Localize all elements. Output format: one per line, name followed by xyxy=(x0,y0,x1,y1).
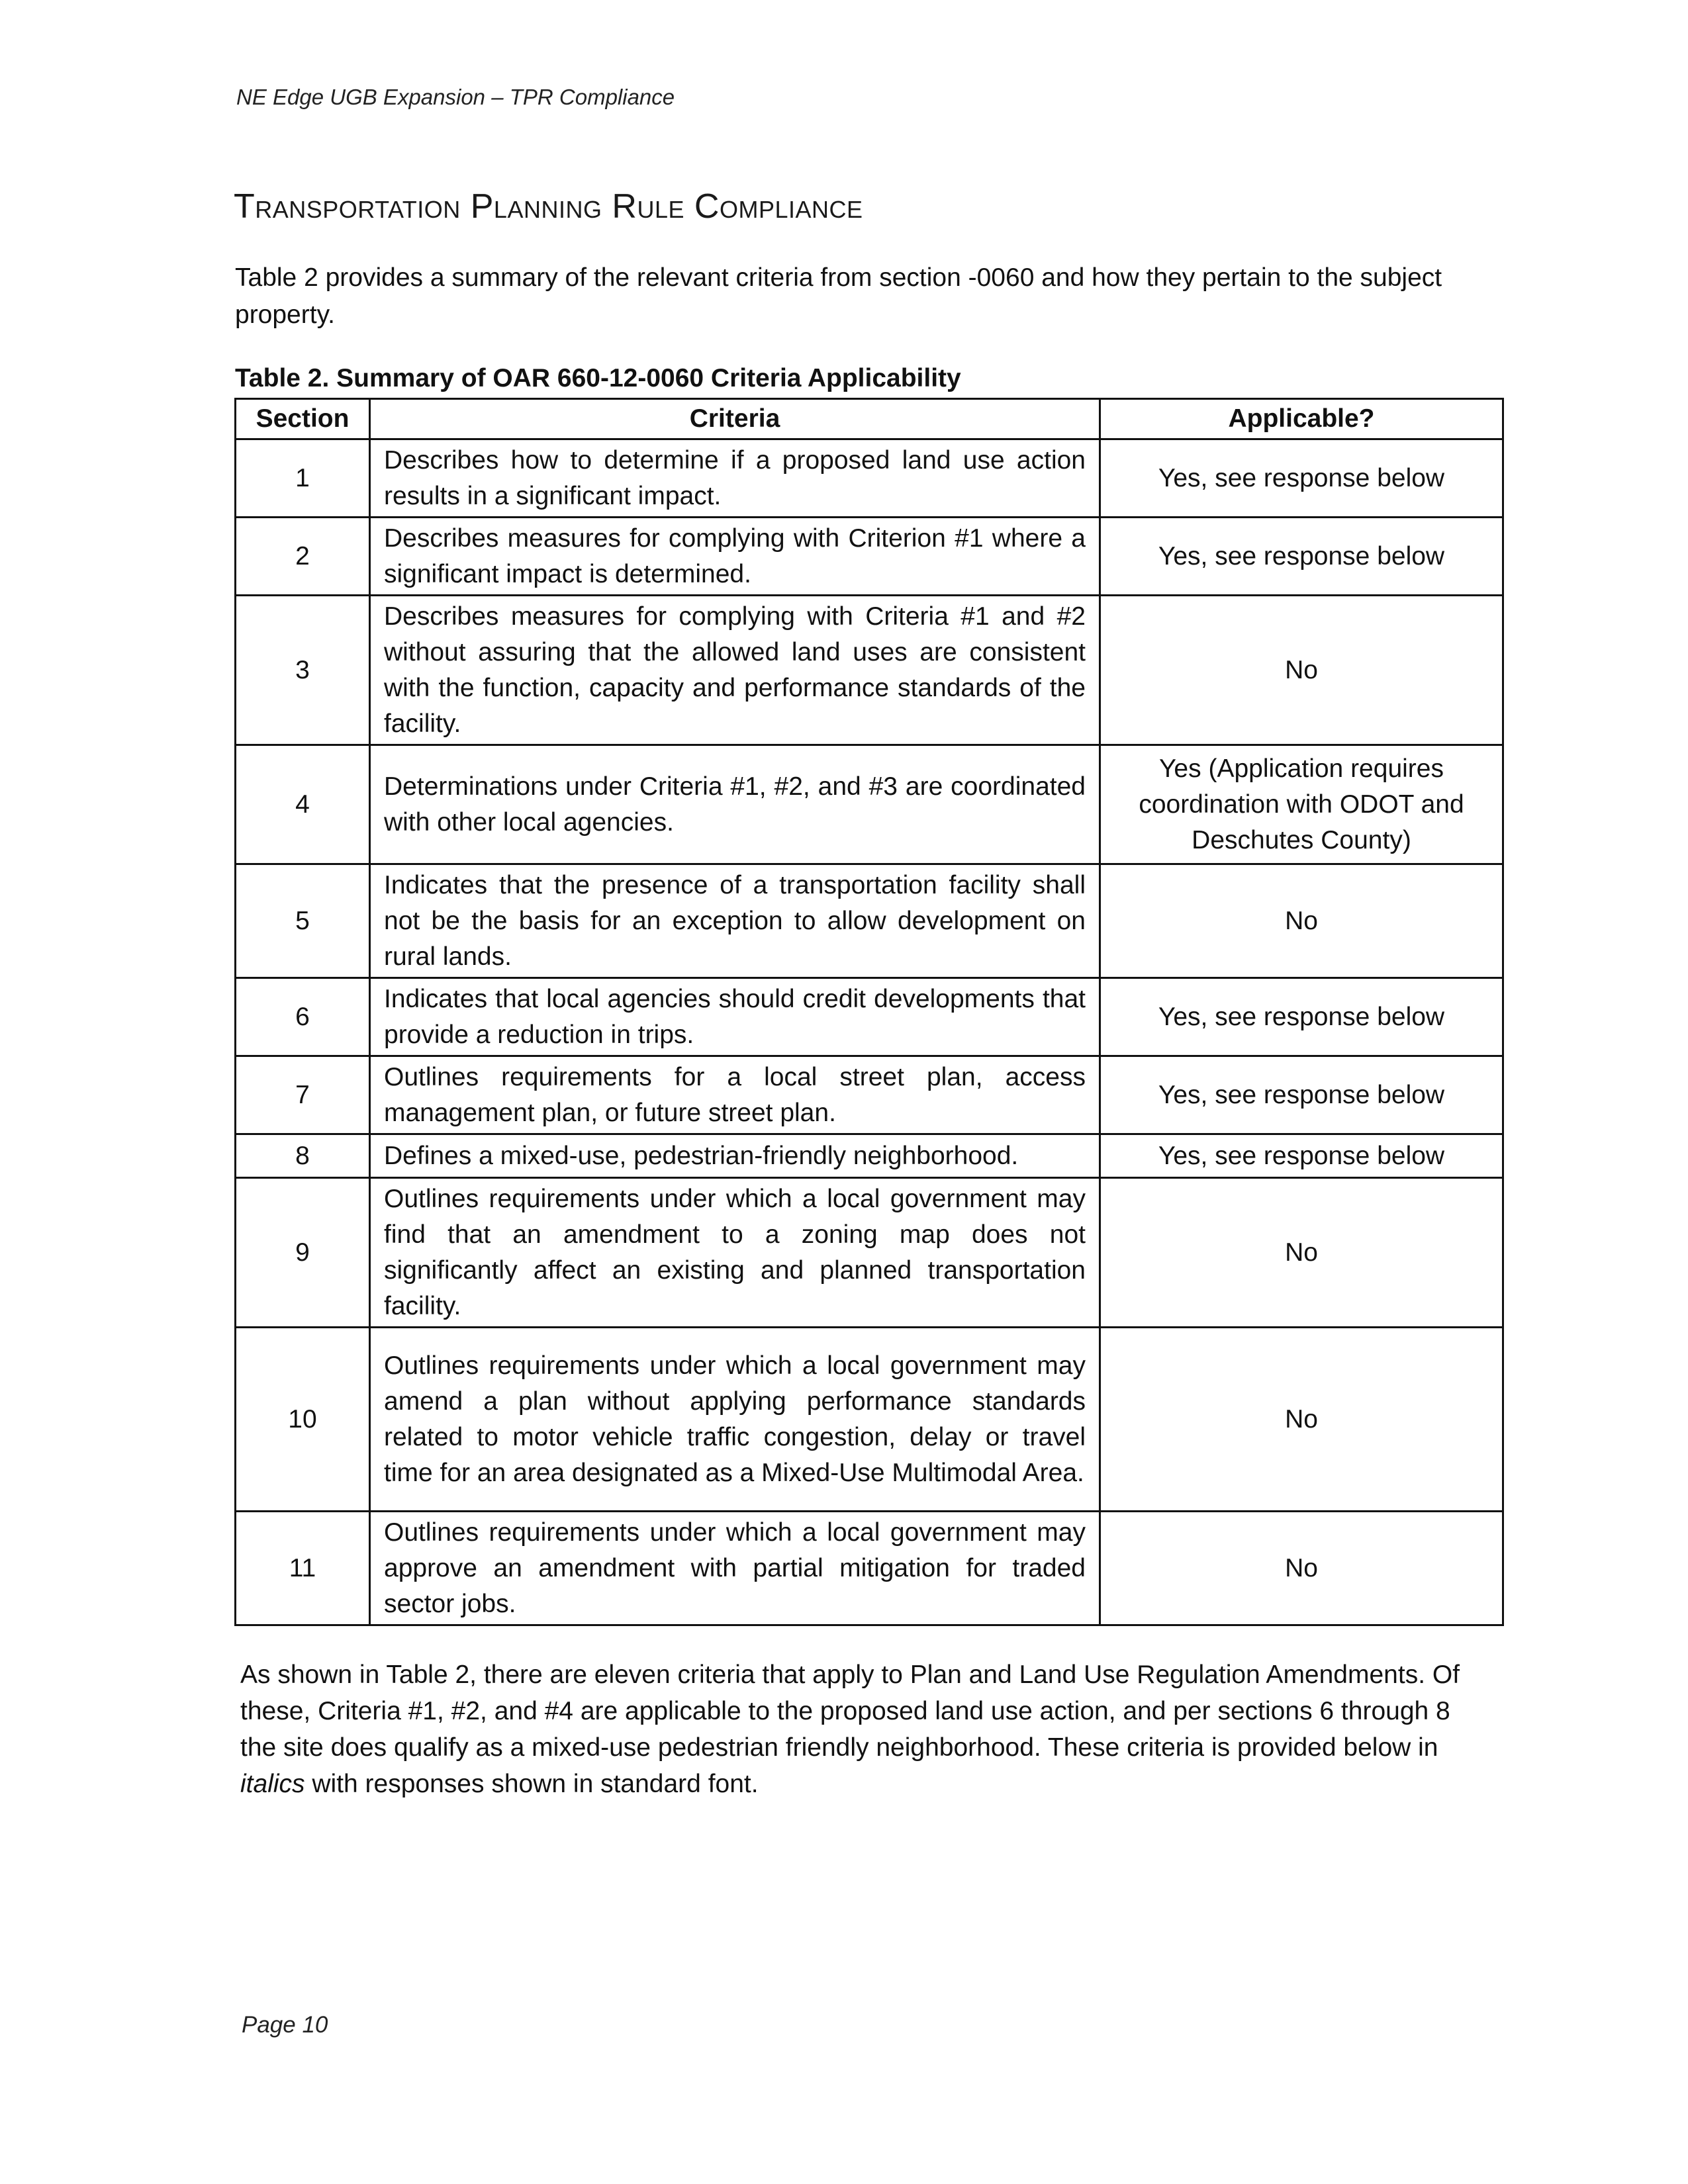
table-caption: Table 2. Summary of OAR 660-12-0060 Criteria Applicability xyxy=(235,364,961,392)
applicable-value: Yes, see response below xyxy=(1100,978,1503,1056)
header-applicable: Applicable? xyxy=(1100,399,1503,439)
criteria-text: Indicates that the presence of a transportation facility shall not be the basis for an exception to allow development on rural lands. xyxy=(370,864,1100,978)
section-number: 11 xyxy=(236,1512,370,1625)
criteria-text: Determinations under Criteria #1, #2, and #3 are coordinated with other local agencies. xyxy=(370,745,1100,864)
criteria-text: Defines a mixed-use, pedestrian-friendly neighborhood. xyxy=(370,1134,1100,1178)
criteria-text: Outlines requirements under which a local government may find that an amendment to a zoning map does not significantly affect an existing and planned transportation facility. xyxy=(370,1178,1100,1328)
section-number: 1 xyxy=(236,439,370,518)
section-number: 5 xyxy=(236,864,370,978)
closing-text-end: with responses shown in standard font. xyxy=(305,1770,759,1798)
applicable-value: No xyxy=(1100,1328,1503,1512)
table-row xyxy=(236,518,1503,596)
closing-paragraph xyxy=(240,1657,1485,1802)
section-number: 10 xyxy=(236,1328,370,1512)
section-number: 3 xyxy=(236,596,370,745)
table-row xyxy=(236,1134,1503,1178)
table-row xyxy=(236,1178,1503,1328)
applicable-value: No xyxy=(1100,596,1503,745)
closing-text-start: As shown in Table 2, there are eleven criteria that apply to Plan and Land Use Regulation Amendments. Of these, Criteria #1, #2, and #4 are applicable to the proposed land use action, and per sections 6 through 8 the site does qualify as a mixed-use pedestrian friendly neighborhood. These criteria is provided below in xyxy=(240,1661,1460,1762)
header-section: Section xyxy=(236,399,370,439)
applicable-value: No xyxy=(1100,864,1503,978)
applicable-value: Yes, see response below xyxy=(1100,518,1503,596)
table-row xyxy=(236,439,1503,518)
applicable-value: Yes, see response below xyxy=(1100,1056,1503,1134)
header-criteria: Criteria xyxy=(370,399,1100,439)
applicable-value: Yes, see response below xyxy=(1100,1134,1503,1178)
criteria-table xyxy=(234,398,1504,1626)
running-header: NE Edge UGB Expansion – TPR Compliance xyxy=(236,85,675,109)
criteria-text: Outlines requirements under which a local government may approve an amendment with partial mitigation for traded sector jobs. xyxy=(370,1512,1100,1625)
criteria-text: Describes measures for complying with Criteria #1 and #2 without assuring that the allowed land uses are consistent with the function, capacity and performance standards of the facility. xyxy=(370,596,1100,745)
intro-paragraph: Table 2 provides a summary of the relevant criteria from section -0060 and how they pertain to the subject property. xyxy=(235,263,1442,329)
applicable-value: Yes, see response below xyxy=(1100,439,1503,518)
criteria-text: Describes how to determine if a proposed land use action results in a significant impact. xyxy=(370,439,1100,518)
criteria-text: Outlines requirements for a local street plan, access management plan, or future street plan. xyxy=(370,1056,1100,1134)
page-number: Page 10 xyxy=(242,2012,328,2038)
table-row xyxy=(236,1512,1503,1625)
table-row xyxy=(236,596,1503,745)
section-number: 8 xyxy=(236,1134,370,1178)
table-row xyxy=(236,1328,1503,1512)
section-title: Transportation Planning Rule Compliance xyxy=(234,187,863,226)
section-number: 4 xyxy=(236,745,370,864)
table-row xyxy=(236,864,1503,978)
applicable-value: Yes (Application requires coordination with ODOT and Deschutes County) xyxy=(1100,745,1503,864)
section-number: 6 xyxy=(236,978,370,1056)
table-header-row xyxy=(236,399,1503,439)
applicable-value: No xyxy=(1100,1178,1503,1328)
table-row xyxy=(236,1056,1503,1134)
table-row xyxy=(236,745,1503,864)
section-number: 2 xyxy=(236,518,370,596)
criteria-text: Outlines requirements under which a local government may amend a plan without applying performance standards related to motor vehicle traffic congestion, delay or travel time for an area designated as a Mixed-Use Multimodal Area. xyxy=(370,1328,1100,1512)
criteria-text: Describes measures for complying with Criterion #1 where a significant impact is determined. xyxy=(370,518,1100,596)
table-row xyxy=(236,978,1503,1056)
section-number: 9 xyxy=(236,1178,370,1328)
section-number: 7 xyxy=(236,1056,370,1134)
closing-italic-word: italics xyxy=(240,1770,305,1798)
applicable-value: No xyxy=(1100,1512,1503,1625)
criteria-text: Indicates that local agencies should credit developments that provide a reduction in trips. xyxy=(370,978,1100,1056)
